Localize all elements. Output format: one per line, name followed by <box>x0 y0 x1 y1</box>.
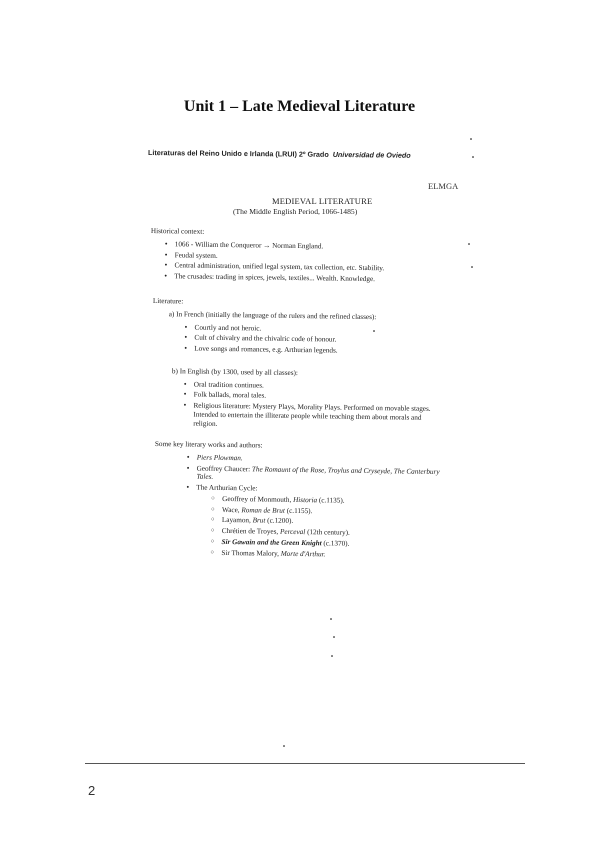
chaucer-author: Geoffrey Chaucer: <box>196 464 251 473</box>
footer-rule <box>85 763 525 764</box>
list-item: • Religious literature: Mystery Plays, Morality Plays. Performed on movable stages. Intended to entertain the illiterate people while teaching them about morals and religion. <box>181 402 441 432</box>
list-item <box>184 464 452 485</box>
scan-speck <box>283 745 285 747</box>
list-item: • Oral tradition continues. <box>182 380 442 392</box>
arthurian-entry: ○ Chrétien de Troyes, Perceval (12th century). <box>210 527 452 539</box>
page-number: 2 <box>88 783 96 798</box>
scan-speck <box>468 243 470 245</box>
list-item <box>183 484 452 561</box>
arthurian-entry: ○ Layamon, Brut (c.1200). <box>210 516 452 528</box>
scan-speck <box>333 636 335 638</box>
list-item: • Courtly and not heroic. <box>183 323 453 336</box>
arthurian-entry: ○ Wace, Roman de Brut (c.1155). <box>210 505 452 517</box>
works-section <box>153 440 455 563</box>
document-title: MEDIEVAL LITERATURE <box>272 196 373 206</box>
arthurian-entry: ○ Sir Gawain and the Green Knight (c.1370). <box>210 538 452 550</box>
list-item: • Feudal system. <box>163 251 451 264</box>
university-name: Universidad de Oviedo <box>332 149 411 160</box>
list-item: • Folk ballads, moral tales. <box>182 391 442 403</box>
historical-heading: Historical context: <box>150 227 205 236</box>
works-list <box>183 453 452 561</box>
list-item: • Love songs and romances, e.g. Arthurian legends. <box>182 345 452 358</box>
course-header <box>148 148 411 160</box>
list-item: • Cult of chivalry and the chivalric code of honour. <box>182 334 452 347</box>
literature-section <box>151 297 453 434</box>
chaucer-titles: The Romaunt of the Rose, Troylus and Cryseyde, The Canterbury Tales. <box>196 464 440 482</box>
french-heading: a) In French (initially the language of the rulers and the refined classes): <box>168 310 377 321</box>
list-item: • The crusades: trading in spices, jewels, textiles... Wealth. Knowledge. <box>162 272 450 285</box>
english-list <box>181 380 442 432</box>
historical-list <box>162 240 451 285</box>
unit-title: Unit 1 – Late Medieval Literature <box>183 98 416 115</box>
list-item: • Central administration, unified legal system, tax collection, etc. Stability. <box>162 262 450 275</box>
english-heading: b) In English (by 1300, used by all classes): <box>171 367 298 377</box>
piers-plowman-title: Piers Plowman. <box>196 453 243 463</box>
arthurian-entry: ○ Sir Thomas Malory, Morte d'Arthur. <box>209 549 451 561</box>
historical-context-section <box>150 227 451 287</box>
arthurian-heading: The Arthurian Cycle: <box>196 483 258 493</box>
works-heading: Some key literary works and authors: <box>154 440 263 450</box>
arthurian-list <box>209 495 452 561</box>
literature-heading: Literature: <box>152 297 184 306</box>
scan-speck <box>331 655 333 657</box>
arthurian-entry: ○ Geoffrey of Monmouth, Historia (c.1135). <box>210 495 452 507</box>
scan-speck <box>470 138 472 140</box>
scan-speck <box>471 266 473 268</box>
scan-speck <box>373 330 375 332</box>
scan-speck <box>472 156 474 158</box>
document-subtitle: (The Middle English Period, 1066-1485) <box>233 207 358 216</box>
scan-speck <box>330 618 332 620</box>
list-item: • 1066 - William the Conqueror → Norman England. <box>163 240 451 253</box>
french-list <box>182 323 452 357</box>
document-code: ELMGA <box>428 181 459 191</box>
course-name: Literaturas del Reino Unido e Irlanda (LRUI) 2º Grado <box>147 148 329 159</box>
